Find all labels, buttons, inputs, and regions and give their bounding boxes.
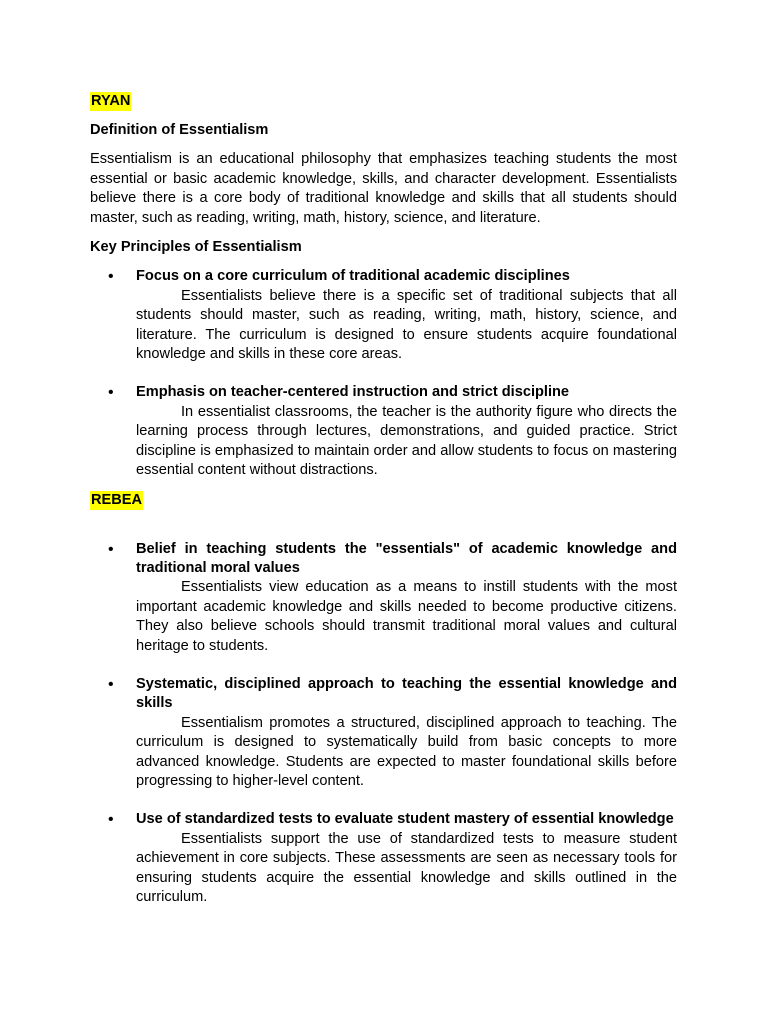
item-title: Use of standardized tests to evaluate student mastery of essential knowledge <box>136 811 674 828</box>
section-name-ryan: RYAN <box>91 93 131 109</box>
list-item <box>90 810 677 907</box>
document-body <box>90 92 677 907</box>
item-title: Belief in teaching students the "essentials" of academic knowledge and traditional moral values <box>136 540 677 576</box>
bullet-icon: • <box>108 384 114 402</box>
bullet-icon: • <box>108 811 114 829</box>
item-title: Systematic, disciplined approach to teaching the essential knowledge and skills <box>136 675 677 712</box>
list-item <box>90 267 677 364</box>
item-body: In essentialist classrooms, the teacher is the authority figure who directs the learning process through lectures, demonstrations, and guided practice. Strict discipline is emphasized to maintain order and allow students to focus on mastering essential content without distractions. <box>136 403 677 479</box>
list-item <box>90 675 677 791</box>
item-body: Essentialism promotes a structured, disciplined approach to teaching. The curriculum is designed to systematically build from basic concepts to more advanced knowledge. Students are expected to master foundational skills before progressing to higher-level content. <box>136 714 677 789</box>
definition-paragraph: Essentialism is an educational philosophy that emphasizes teaching students the most essential or basic academic knowledge, skills, and character development. Essentialists believe there is a core body of traditional knowledge and skills that all students should master, such as reading, writing, math, history, science, and literature. <box>90 151 677 226</box>
ryan-principles-list <box>90 267 677 480</box>
item-title: Focus on a core curriculum of traditional academic disciplines <box>136 268 570 285</box>
item-title: Emphasis on teacher-centered instruction and strict discipline <box>136 384 570 401</box>
item-body: Essentialists support the use of standardized tests to measure student achievement in core subjects. These assessments are seen as necessary tools for ensuring students acquire the essential knowledge and skills outlined in the curriculum. <box>136 830 677 905</box>
section-name-rebea: REBEA <box>91 491 143 508</box>
bullet-icon: • <box>108 540 114 558</box>
list-item <box>90 383 677 480</box>
bullet-icon: • <box>108 268 114 286</box>
principles-heading: Key Principles of Essentialism <box>90 239 302 256</box>
bullet-icon: • <box>108 675 114 693</box>
item-body: Essentialists believe there is a specific set of traditional subjects that all students should master, such as reading, writing, math, history, science, and literature. The curriculum is designed to ensure students acquire foundational knowledge and skills in these core areas. <box>136 287 677 363</box>
ryan-name-row <box>90 92 677 111</box>
definition-heading: Definition of Essentialism <box>90 122 269 138</box>
rebea-principles-list <box>90 540 677 908</box>
rebea-name-row <box>90 491 677 510</box>
item-body: Essentialists view education as a means to instill students with the most important academic knowledge and skills needed to become productive citizens. They also believe schools should transmit traditional moral values and cultural heritage to students. <box>136 579 677 654</box>
list-item <box>90 540 677 656</box>
